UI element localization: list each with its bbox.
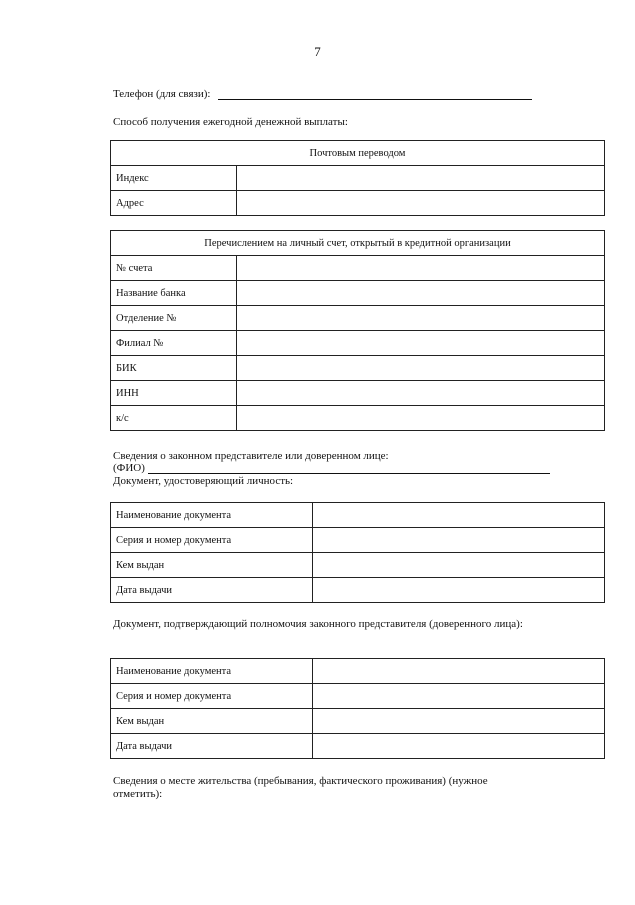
bank-branch-field[interactable]	[237, 331, 605, 356]
postal-transfer-header: Почтовым переводом	[111, 141, 605, 166]
bank-row-label-corr-account: к/с	[111, 406, 237, 431]
id-doc-series-field[interactable]	[313, 528, 605, 553]
bank-row-label-account: № счета	[111, 256, 237, 281]
bank-transfer-table	[110, 230, 605, 431]
postal-index-field[interactable]	[237, 166, 605, 191]
bank-row-label-inn: ИНН	[111, 381, 237, 406]
representative-label: Сведения о законном представителе или доверенном лице:	[113, 450, 389, 462]
authority-doc-row-label-issue-date: Дата выдачи	[111, 734, 313, 759]
phone-label: Телефон (для связи):	[113, 88, 211, 100]
id-doc-issued-by-field[interactable]	[313, 553, 605, 578]
bank-row-label-branch: Филиал №	[111, 331, 237, 356]
authority-doc-issue-date-field[interactable]	[313, 734, 605, 759]
id-doc-row-label-issue-date: Дата выдачи	[111, 578, 313, 603]
postal-address-field[interactable]	[237, 191, 605, 216]
postal-row-label-address: Адрес	[111, 191, 237, 216]
bank-name-field[interactable]	[237, 281, 605, 306]
id-doc-row-label-series: Серия и номер документа	[111, 528, 313, 553]
payment-method-label: Способ получения ежегодной денежной выплаты:	[113, 116, 348, 128]
fio-input-line[interactable]	[148, 462, 550, 474]
id-doc-table	[110, 502, 605, 603]
bank-row-label-department: Отделение №	[111, 306, 237, 331]
bank-transfer-header: Перечислением на личный счет, открытый в кредитной организации	[111, 231, 605, 256]
bank-inn-field[interactable]	[237, 381, 605, 406]
bank-row-label-bank-name: Название банка	[111, 281, 237, 306]
id-doc-row-label-name: Наименование документа	[111, 503, 313, 528]
id-doc-name-field[interactable]	[313, 503, 605, 528]
bank-account-field[interactable]	[237, 256, 605, 281]
authority-doc-row-label-issued-by: Кем выдан	[111, 709, 313, 734]
authority-doc-row-label-series: Серия и номер документа	[111, 684, 313, 709]
bank-row-label-bik: БИК	[111, 356, 237, 381]
fio-label: (ФИО)	[113, 462, 145, 474]
residence-label: Сведения о месте жительства (пребывания, фактического проживания) (нужное отметить):	[113, 775, 488, 800]
authority-doc-issued-by-field[interactable]	[313, 709, 605, 734]
authority-doc-row-label-name: Наименование документа	[111, 659, 313, 684]
authority-doc-series-field[interactable]	[313, 684, 605, 709]
bank-corr-account-field[interactable]	[237, 406, 605, 431]
authority-doc-label: Документ, подтверждающий полномочия законного представителя (доверенного лица):	[113, 618, 523, 630]
phone-input-line[interactable]	[218, 88, 532, 100]
authority-doc-table	[110, 658, 605, 759]
authority-doc-name-field[interactable]	[313, 659, 605, 684]
bank-department-field[interactable]	[237, 306, 605, 331]
id-doc-label: Документ, удостоверяющий личность:	[113, 475, 294, 487]
id-doc-issue-date-field[interactable]	[313, 578, 605, 603]
id-doc-row-label-issued-by: Кем выдан	[111, 553, 313, 578]
postal-row-label-index: Индекс	[111, 166, 237, 191]
bank-bik-field[interactable]	[237, 356, 605, 381]
postal-transfer-table	[110, 140, 605, 216]
page-number: 7	[314, 44, 321, 59]
